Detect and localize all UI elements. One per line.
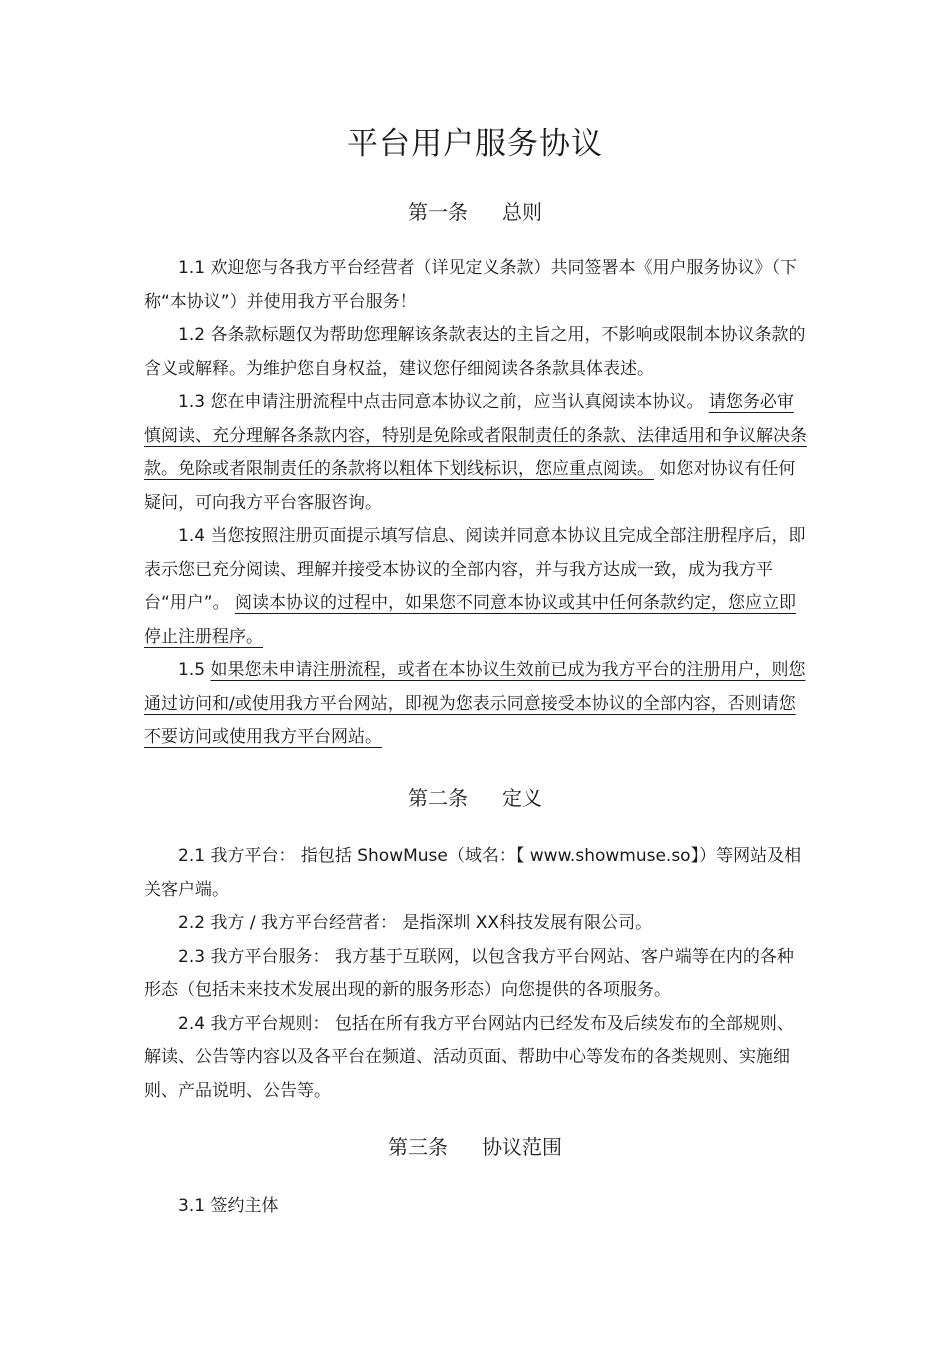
paragraph-text-tail: 如您对协议有任何疑问，可向我方平台客服咨询。 [144,459,796,513]
paragraph-1-1 [144,252,809,319]
paragraph-2-1 [144,840,809,907]
paragraph-text: 2.1 我方平台： 指包括 ShowMuse（域名：【 www.showmuse.so】）等网站及相关客户端。 [144,846,802,900]
paragraph-1-3 [144,386,809,520]
paragraph-text: 1.5 [178,660,211,680]
document-title: 平台用户服务协议 [347,126,603,162]
paragraph-text: 2.3 我方平台服务： 我方基于互联网，以包含我方平台网站、客户端等在内的各种形态（包括未来技术发展出现的新的服务形态）向您提供的各项服务。 [144,946,794,1000]
paragraph-2-3 [144,941,809,1008]
section-heading-1 [0,196,950,225]
underlined-clause: 请您务必审慎阅读、充分理解各条款内容，特别是免除或者限制责任的条款、法律适用和争议解决条款。免除或者限制责任的条款将以粗体下划线标识，您应重点阅读。 [144,392,807,479]
section-body-3 [144,1190,809,1224]
paragraph-1-4 [144,520,809,654]
paragraph-text: 2.2 我方 / 我方平台经营者： 是指深圳 XX科技发展有限公司。 [178,913,653,933]
paragraph-text: 3.1 签约主体 [178,1196,279,1216]
section-title: 总则 [502,200,542,224]
section-number: 第一条 [408,200,468,224]
paragraph-2-2 [144,907,809,941]
paragraph-text: 1.2 各条款标题仅为帮助您理解该条款表达的主旨之用，不影响或限制本协议条款的含义或解释。为维护您自身权益，建议您仔细阅读各条款具体表述。 [144,325,806,379]
section-heading-2 [0,782,950,811]
paragraph-text: 1.4 当您按照注册页面提示填写信息、阅读并同意本协议且完成全部注册程序后，即表示您已充分阅读、理解并接受本协议的全部内容，并与我方达成一致，成为我方平台“用户”。 [144,526,806,613]
section-body-1 [144,252,809,755]
paragraph-text: 1.1 欢迎您与各我方平台经营者（详见定义条款）共同签署本《用户服务协议》（下称“本协议”）并使用我方平台服务！ [144,258,797,312]
paragraph-1-5 [144,654,809,755]
section-heading-3 [0,1131,950,1160]
section-title: 协议范围 [482,1135,562,1159]
section-body-2 [144,840,809,1108]
section-number: 第二条 [408,786,468,810]
underlined-clause: 阅读本协议的过程中，如果您不同意本协议或其中任何条款约定，您应立即停止注册程序。 [144,593,797,647]
section-number: 第三条 [388,1135,448,1159]
underlined-clause: 如果您未申请注册流程，或者在本协议生效前已成为我方平台的注册用户，则您通过访问和/或使用我方平台网站，即视为您表示同意接受本协议的全部内容，否则请您不要访问或使用我方平台网站。 [144,660,806,747]
section-title: 定义 [502,786,542,810]
paragraph-1-2 [144,319,809,386]
paragraph-2-4 [144,1008,809,1109]
paragraph-text: 1.3 您在申请注册流程中点击同意本协议之前，应当认真阅读本协议。 [178,392,709,412]
paragraph-text: 2.4 我方平台规则： 包括在所有我方平台网站内已经发布及后续发布的全部规则、解读、公告等内容以及各平台在频道、活动页面、帮助中心等发布的各类规则、实施细则、产品说明、公告等。 [144,1013,794,1101]
paragraph-3-1 [144,1190,809,1224]
